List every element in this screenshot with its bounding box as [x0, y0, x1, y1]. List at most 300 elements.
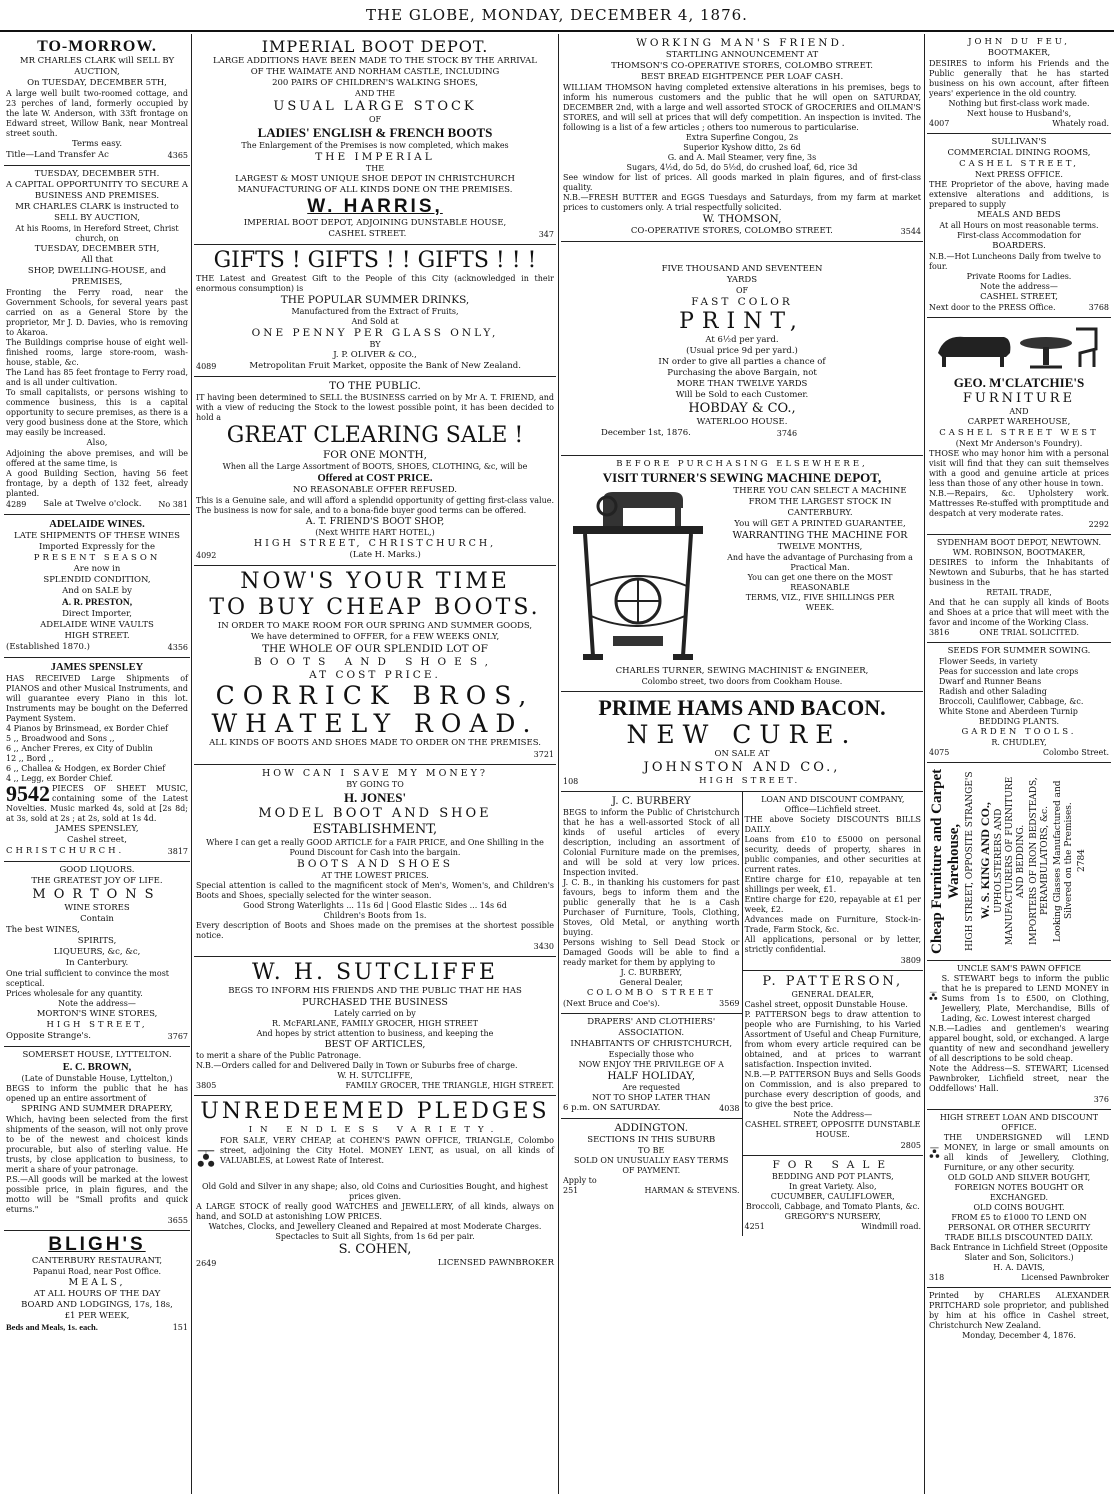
- ad-line: HOW CAN I SAVE MY MONEY?: [262, 768, 488, 779]
- ad-line: to merit a share of the Public Patronage.: [196, 1051, 362, 1060]
- ad-line: Manufactured from the Extract of Fruits,: [291, 307, 459, 316]
- blighs-logo: BLIGH'S: [48, 1234, 146, 1255]
- ad-line: Also,: [86, 438, 108, 448]
- ad-line: TO BE: [638, 1146, 665, 1155]
- ad-line: SPLENDID CONDITION,: [43, 575, 151, 585]
- ad-mclatchie: [927, 318, 1111, 535]
- ad-foot: [196, 941, 554, 952]
- list-item: Extra Superfine Congou, 2s: [685, 133, 799, 142]
- ad-line: DRAPERS' AND CLOTHIERS': [587, 1017, 716, 1027]
- ad-line: THE WHOLE OF OUR SPLENDID LOT OF: [262, 643, 488, 655]
- ad-line: WINE STORES: [64, 903, 130, 913]
- ad-line: SYDENHAM BOOT DEPOT, NEWTOWN.: [936, 538, 1102, 547]
- ad-body: THE Proprietor of the above, having made extensive alterations and additions, is prepared to supply: [929, 180, 1109, 209]
- column-2: [194, 34, 556, 1494]
- ad-line: ONE PENNY PER GLASS ONLY,: [251, 327, 499, 339]
- ad-foot: [601, 428, 883, 439]
- ad-body: A LARGE STOCK of really good WATCHES and JEWELLERY, of all kinds, always on hand, and SOLD at astonishing LOW PRICES.: [196, 1202, 554, 1221]
- ad-body: S. STEWART begs to inform the public that he is prepared to LEND MONEY in Sums from 1s to £500, on Clothing, Jewellery, Plate, Merchandise, Bills of Lading, &c. Lowest interest charged: [941, 974, 1109, 1023]
- ad-title: E. C. BROWN,: [62, 1062, 132, 1073]
- ad-hobday: [561, 242, 923, 456]
- ad-body: Loans from £10 to £5000 on personal security, deeds of property, shares in public companies, and other securities at current rates.: [744, 835, 921, 874]
- ad-line: AT THE LOWEST PRICES.: [321, 871, 429, 880]
- ad-foot-text: ONE TRIAL SOLICITED.: [979, 628, 1080, 637]
- ad-line: Especially those who: [608, 1050, 694, 1059]
- piano-list: [6, 724, 188, 784]
- ad-line: MEALS,: [68, 1277, 126, 1288]
- col3-left: [561, 792, 743, 1236]
- list-item: Peas for succession and late crops: [939, 667, 1079, 676]
- ad-body: This is a Genuine sale, and will afford a splendid opportunity of getting first-class value. The business is now for sale, and to a bona-fide buyer good terms can be offered.: [196, 496, 554, 515]
- ad-line: GREGORY'S NURSERY,: [784, 1212, 881, 1221]
- ad-chudley: [927, 643, 1111, 763]
- ad-line: FROM THE LARGEST STOCK IN: [748, 497, 892, 507]
- ad-title: UNREDEEMED PLEDGES: [200, 1099, 550, 1124]
- ad-number: 3767: [167, 1032, 188, 1041]
- ad-foot-text: (Established 1870.): [6, 642, 90, 652]
- ad-line: H. A. DAVIS,: [993, 1263, 1045, 1272]
- machine-text: [719, 486, 921, 666]
- ad-line: LIQUEURS, &c, &c,: [53, 947, 141, 957]
- pawn-block: [929, 1133, 1109, 1173]
- ad-body: Watches, Clocks, and Jewellery Cleaned and Repaired at most Moderate Charges. Spectacles to Suit all Sights, from 1s 6d per pair.: [208, 1222, 542, 1241]
- list-item: Flower Seeds, in variety: [939, 657, 1038, 666]
- ad-line: GARDEN TOOLS.: [961, 727, 1077, 737]
- ad-title: TO-MORROW.: [37, 38, 157, 55]
- ad-body: Every description of Boots and Shoes made on the premises at the shortest possible notice.: [196, 921, 554, 940]
- ad-brown: [4, 1047, 190, 1231]
- ad-stewart: [927, 961, 1111, 1110]
- ad-line: Private Rooms for Ladies.: [966, 272, 1072, 281]
- ad-title: JAMES SPENSLEY: [50, 662, 144, 673]
- ad-foot: [196, 229, 554, 240]
- ad-number: 2292: [1088, 520, 1109, 529]
- ad-foot-text: (Late H. Marks.): [349, 550, 421, 560]
- ad-line: HIGH STREET, CHRISTCHURCH,: [253, 538, 497, 549]
- ad-line: MORTON'S WINE STORES,: [36, 1009, 158, 1019]
- ad-line: FAST COLOR: [691, 296, 793, 308]
- ad-foot: [196, 550, 554, 561]
- ad-sullivan: [927, 134, 1111, 318]
- big-number: 9542: [6, 781, 50, 806]
- ad-line: MANUFACTURING OF ALL KINDS DONE ON THE PREMISES.: [237, 185, 513, 195]
- ad-friend-boot-shop: [194, 377, 556, 566]
- ad-line: And have the advantage of Purchasing from a Practical Man.: [727, 553, 913, 572]
- ad-line: The Enlargement of the Premises is now completed, which makes: [241, 141, 509, 150]
- ad-foot-text: Licensed Pawnbroker: [1021, 1273, 1109, 1282]
- ad-foot-text: Sale at Twelve o'clock.: [43, 499, 142, 509]
- ad-foot: [6, 846, 188, 857]
- ad-body: N.B.—P. PATTERSON Buys and Sells Goods on Commission, and is also prepared to purchase every description of goods, and to give the best price.: [744, 1070, 921, 1109]
- ad-headline: GREAT CLEARING SALE !: [226, 423, 524, 448]
- ad-line: Purchasing the above Bargain, not: [667, 368, 817, 378]
- pawnbroker-balls-icon: [929, 1133, 940, 1173]
- ad-line: BOOTS AND SHOES,: [254, 656, 496, 668]
- ad-line: IN order to give all parties a chance of: [658, 357, 826, 367]
- ad-body: DESIRES to inform his Friends and the Public generally that he has started business on his own account, after fifteen years' experience in the old country.: [929, 59, 1109, 98]
- ad-tuesday-auction: [4, 166, 190, 515]
- ad-body: P. PATTERSON begs to draw attention to people who are Furnishing, to his Varied Assortment of Useful and Cheap Furniture, from whom every article required can be obtained, and at prices to warrant satisfaction. Inspection invited.: [744, 1010, 921, 1069]
- ad-body: WILLIAM THOMSON having completed extensive alterations in his premises, begs to inform his numerous customers and the public that he will open on SATURDAY, DECEMBER 2nd, with a large and well assorted STOCK of GROCERIES and OILMAN'S STORES, and will sell at prices that will defy competition. An inspection is invited. The following is a list of a few articles ; others too numerous to particularise.: [563, 83, 921, 132]
- ad-headline: HOBDAY & CO.,: [688, 401, 796, 416]
- ad-title: ADDINGTON.: [614, 1122, 689, 1134]
- ad-body: Advances made on Furniture, Stock-in-Trade, Farm Stock, &c.: [744, 915, 921, 934]
- ad-foot-text: Whately road.: [1052, 119, 1109, 128]
- ad-body: THE Latest and Greatest Gift to the People of this City (acknowledged in their enormous consumption) is: [196, 274, 554, 293]
- ad-line: In great Variety. Also,: [788, 1182, 877, 1191]
- ad-line: COLOMBO STREET: [586, 988, 716, 998]
- ad-line: When all the Large Assortment of BOOTS, SHOES, CLOTHING, &c, will be: [222, 462, 528, 471]
- ad-foot-text: (Next Bruce and Coe's).: [563, 999, 660, 1008]
- ad-foot: [563, 999, 740, 1009]
- ad-body: Persons wishing to Sell Dead Stock or Damaged Goods will be able to find a ready market for them by applying to: [563, 938, 740, 967]
- ad-body: J. C. B., in thanking his customers for past favours, begs to inform them and the public generally that he is a Cash Purchaser of Furniture, Tools, Clothing, Stoves, Old Metal, or anything worth buying.: [563, 878, 740, 937]
- ad-line: Papanui Road, near Post Office.: [32, 1267, 162, 1276]
- ad-line: HIGH STREET.: [64, 631, 130, 641]
- imprint: [927, 1288, 1111, 1345]
- ad-line: CARPET WAREHOUSE,: [967, 417, 1071, 427]
- ad-line: SOMERSET HOUSE, LYTTELTON.: [22, 1050, 172, 1060]
- ad-du-feu: [927, 34, 1111, 134]
- ad-line: Will be Sold to each Customer.: [675, 390, 809, 400]
- list-item: Broccoli, Cauliflower, Cabbage, &c.: [939, 697, 1084, 706]
- ad-line: Note the Address—: [793, 1110, 873, 1119]
- ad-title: SEEDS FOR SUMMER SOWING.: [947, 646, 1091, 656]
- ad-burbery: [561, 792, 742, 1014]
- ad-foot-text: Next door to the PRESS Office.: [929, 303, 1056, 312]
- ad-line: TWELVE MONTHS,: [777, 542, 863, 552]
- ad-line: W. H. SUTCLIFFE,: [337, 1071, 413, 1080]
- ad-foot: [563, 776, 921, 787]
- ad-line: AT COST PRICE.: [309, 669, 441, 681]
- ad-line: You will GET A PRINTED GUARANTEE,: [734, 519, 906, 529]
- ad-line: THERE YOU CAN SELECT A MACHINE: [733, 486, 907, 496]
- list-item: 6 ,, Ancher Freres, ex City of Dublin: [6, 744, 153, 753]
- ad-johnston: [561, 692, 923, 792]
- ad-line: R. McFARLANE, FAMILY GROCER, HIGH STREET: [271, 1019, 478, 1028]
- ad-line: And on SALE by: [62, 586, 132, 596]
- column-3: [561, 34, 923, 1494]
- ad-line: UPHOLSTERERS AND MANUFACTURERS OF FURNITURE AND BEDDING.: [994, 776, 1026, 946]
- ad-foot: [6, 1031, 188, 1042]
- ad-foot-text: LICENSED PAWNBROKER: [437, 1258, 554, 1268]
- ad-foot-text: CHRISTCHURCH.: [6, 846, 125, 856]
- ad-title: P. PATTERSON,: [762, 974, 904, 989]
- ad-number: 376: [1093, 1095, 1109, 1104]
- ad-title: HIGH STREET LOAN AND DISCOUNT OFFICE.: [939, 1113, 1099, 1132]
- ad-body: All applications, personal or by letter, strictly confidential.: [744, 935, 921, 954]
- ad-line: MEALS AND BEDS: [977, 210, 1061, 220]
- ad-line: HIGH STREET, OPPOSITE STRANGE'S: [965, 771, 975, 951]
- ad-body: The Buildings comprise house of eight well-finished rooms, large store-room, wash-house, stable, &c.: [6, 338, 188, 367]
- ad-line: JOHNSTON AND CO.,: [643, 760, 841, 775]
- ad-line: BEFORE PURCHASING ELSEWHERE,: [616, 459, 868, 469]
- list-item: 4 Pianos by Brinsmead, ex Border Chief: [6, 724, 169, 733]
- ad-line: First-class Accommodation for: [957, 231, 1081, 240]
- ad-title: GIFTS ! GIFTS ! ! GIFTS ! ! !: [213, 248, 537, 273]
- ad-gifts: [194, 245, 556, 377]
- ad-foot: [6, 1322, 188, 1333]
- ad-body: See window for list of prices. All goods marked in plain figures, and of first-class quality.: [563, 173, 921, 192]
- ad-number: 318: [929, 1273, 945, 1282]
- ad-line: HALF HOLIDAY,: [607, 1070, 696, 1082]
- ad-body: A good Building Section, having 56 feet frontage, by a depth of 132 feet, already planted.: [6, 469, 188, 498]
- ad-line: R. CHUDLEY,: [991, 738, 1047, 747]
- ad-adelaide-wines: [4, 515, 190, 658]
- ad-line: Looking Glasses Manufactured and Silvered on the Premises.: [1053, 780, 1074, 942]
- ad-body: THE UNDERSIGNED will LEND MONEY, in large or small amounts on all kinds of Jewellery, Clothing, Furniture, or any other security.: [943, 1133, 1109, 1172]
- ad-number: 4089: [196, 362, 217, 371]
- ad-foot-text: CASHEL STREET.: [328, 229, 407, 239]
- ad-line: LADIES' ENGLISH & FRENCH BOOTS: [257, 125, 493, 140]
- ad-line: Back Entrance in Lichfield Street (Opposite Slater and Son, Solicitors.): [930, 1243, 1108, 1262]
- ad-line: PURCHASED THE BUSINESS: [302, 997, 448, 1008]
- ad-number: 3655: [167, 1216, 188, 1225]
- ad-number: 4356: [167, 643, 188, 652]
- ad-line: NOT TO SHOP LATER THAN: [592, 1093, 711, 1102]
- ad-line: £1 PER WEEK,: [64, 1311, 130, 1321]
- ad-line: CANTERBURY.: [787, 508, 853, 518]
- ad-line: J. C. BURBERY,: [620, 968, 683, 977]
- ad-line: THOMSON'S CO-OPERATIVE STORES, COLOMBO STREET.: [611, 61, 873, 71]
- ad-line: And hopes by strict attention to business, and keeping the: [256, 1029, 494, 1038]
- ad-line: AND THE: [355, 89, 395, 98]
- ad-line: FIVE THOUSAND AND SEVENTEEN: [661, 264, 823, 274]
- ad-cohen: [194, 1096, 556, 1273]
- ad-line: J. P. OLIVER & CO.,: [333, 350, 417, 360]
- ad-line: FOR ONE MONTH,: [323, 449, 427, 461]
- ad-line: INHABITANTS OF CHRISTCHURCH,: [570, 1039, 733, 1049]
- ad-turner: [561, 456, 923, 692]
- sewing-machine-icon: [563, 486, 713, 666]
- ad-body: To small capitalists, or persons wishing to commence business, this is a capital opportunity to secure premises, as there is a very good business done at the Store, which may easily be increased.: [6, 388, 188, 437]
- column-rule: [191, 34, 192, 1494]
- ad-line: OF PAYMENT.: [622, 1166, 681, 1175]
- ad-line: A CAPITAL OPPORTUNITY TO SECURE A BUSINESS AND PREMISES.: [6, 180, 188, 201]
- ad-body: Entire charge for £10, repayable at ten shillings per week, £1.: [744, 875, 921, 894]
- ad-mortons: [4, 862, 190, 1047]
- ad-foot-text: Opposite Strange's.: [6, 1031, 91, 1041]
- ad-title: IMPERIAL BOOT DEPOT.: [261, 37, 489, 56]
- ad-title: PRIME HAMS AND BACON.: [598, 695, 886, 720]
- ad-line: A. R. PRESTON,: [61, 598, 133, 608]
- ad-line: MORE THAN TWELVE YARDS: [676, 379, 808, 389]
- ad-line: PRESENT SEASON: [33, 553, 161, 563]
- column-4: [927, 34, 1111, 1494]
- ad-number: 3817: [167, 847, 188, 856]
- ad-line: THE: [365, 164, 385, 173]
- ad-tomorrow: [4, 34, 190, 166]
- ad-line: In Canterbury.: [65, 958, 129, 968]
- ad-title: VISIT TURNER'S SEWING MACHINE DEPOT,: [602, 470, 882, 485]
- ad-number: 3768: [1088, 303, 1109, 312]
- ad-line: LARGEST & MOST UNIQUE SHOE DEPOT IN CHRISTCHURCH: [235, 174, 515, 184]
- ad-line: TRADE BILLS DISCOUNTED DAILY.: [944, 1233, 1094, 1242]
- pawnbroker-balls-icon: [196, 1136, 216, 1182]
- ad-headline: CORRICK BROS,: [215, 681, 535, 710]
- ad-line: (Usual price 9d per yard.): [686, 346, 798, 356]
- ad-line: (Next WHITE HART HOTEL,): [315, 528, 435, 537]
- ad-foot: [196, 1081, 554, 1091]
- vertical-ad-text: [929, 766, 1109, 956]
- ad-line: CASHEL STREET, OPPOSITE DUNSTABLE HOUSE.: [745, 1120, 921, 1139]
- ad-line: W. S. KING AND CO.,: [978, 802, 992, 920]
- ad-line: WEEK.: [805, 603, 835, 612]
- ad-number: 3430: [533, 942, 554, 951]
- ad-foot-text: Beds and Meals, 1s. each.: [6, 1322, 98, 1332]
- ad-line: CHARLES TURNER, SEWING MACHINIST & ENGINEER,: [615, 666, 869, 676]
- ad-line: Terms easy.: [71, 139, 123, 149]
- ad-line: Children's Boots from 1s.: [323, 911, 427, 920]
- ad-foot-text: Windmill road.: [861, 1222, 921, 1231]
- ad-sutcliffe: [194, 957, 556, 1096]
- ad-number: 3805: [196, 1081, 217, 1090]
- ad-foot: [6, 642, 188, 653]
- ad-foot: [745, 1222, 922, 1232]
- ad-line: OLD GOLD AND SILVER BOUGHT, FOREIGN NOTES BOUGHT OR EXCHANGED.: [947, 1173, 1091, 1202]
- ad-line: BOARDERS.: [992, 241, 1046, 251]
- ad-imperial-boot-depot: [194, 34, 556, 245]
- ad-line: OF THE WAIMATE AND NORHAM CASTLE, INCLUDING: [250, 67, 500, 77]
- ad-foot-text: 6 p.m. ON SATURDAY.: [563, 1103, 661, 1113]
- ad-loan-discount: [743, 792, 924, 971]
- ad-line: Lately carried on by: [334, 1009, 416, 1018]
- ad-foot-text: Metropolitan Fruit Market, opposite the Bank of New Zealand.: [249, 361, 521, 371]
- ad-number: 3544: [900, 227, 921, 236]
- ad-line: Nothing but first-class work made.: [948, 99, 1090, 108]
- ad-line: WARRANTING THE MACHINE FOR: [732, 530, 908, 541]
- ad-line: CANTERBURY RESTAURANT,: [31, 1256, 163, 1266]
- ad-title: MORTONS: [32, 887, 162, 902]
- ad-body: DESIRES to inform the Inhabitants of Newtown and Suburbs, that he has started business in the: [929, 558, 1109, 587]
- ad-line: All that: [81, 255, 113, 265]
- ad-line: Next house to Husband's,: [966, 109, 1072, 118]
- furniture-illustration-icon: [934, 323, 1104, 373]
- ad-title: PRINT,: [679, 309, 805, 334]
- ad-foot: [6, 1215, 188, 1226]
- ad-line: General Dealer,: [619, 978, 683, 987]
- ad-line: CUCUMBER, CAULIFLOWER,: [770, 1192, 895, 1201]
- ad-headline: NEW CURE.: [626, 720, 858, 749]
- ad-line: Contain: [80, 914, 114, 924]
- ad-line: SPRING AND SUMMER DRAPERY,: [21, 1104, 173, 1114]
- ad-line: IMPERIAL BOOT DEPOT, ADJOINING DUNSTABLE HOUSE,: [243, 218, 507, 228]
- ad-line: FURNITURE: [962, 391, 1076, 406]
- ad-line: OF: [735, 286, 749, 295]
- ad-line: FROM £5 to £1000 TO LEND ON PERSONAL OR OTHER SECURITY: [947, 1213, 1091, 1232]
- ad-foot-text: HARMAN & STEVENS.: [644, 1186, 740, 1195]
- ad-number: 251: [563, 1186, 579, 1195]
- ad-foot-text: FAMILY GROCER, THE TRIANGLE, HIGH STREET.: [345, 1081, 554, 1090]
- ad-line: OLD COINS BOUGHT.: [973, 1203, 1065, 1212]
- ad-number: 4007: [929, 119, 950, 128]
- imprint-text: Printed by CHARLES ALEXANDER PRITCHARD sole proprietor, and published by him at his office in Cashel street, Christchurch New Zealand.: [929, 1291, 1109, 1330]
- list-item: Dwarf and Runner Beans: [939, 677, 1042, 686]
- ad-line: JAMES SPENSLEY,: [55, 824, 139, 834]
- ad-line: ON SALE AT: [714, 749, 770, 759]
- harris-logo: W. HARRIS,: [307, 196, 443, 217]
- ad-line: Apply to: [563, 1176, 597, 1185]
- ad-line: One trial sufficient to convince the most sceptical.: [6, 969, 170, 988]
- ad-line: At all Hours on most reasonable terms.: [939, 221, 1099, 230]
- ad-title: WM. ROBINSON, BOOTMAKER,: [952, 548, 1086, 557]
- ad-line: RETAIL TRADE,: [986, 588, 1052, 597]
- ad-body: N.B.—Ladies and gentlemen's wearing apparel bought, sold, or exchanged. A large quantity of new and secondhand jewellery of all descriptions to be sold cheap.: [929, 1024, 1109, 1063]
- ad-line: BOARD AND LODGINGS, 17s, 18s,: [21, 1300, 173, 1310]
- ad-number: 4092: [196, 551, 217, 560]
- ad-body: Adjoining the above premises, and will be offered at the same time, is: [6, 449, 188, 468]
- ad-headline: S. COHEN,: [338, 1242, 412, 1257]
- ad-line: BY: [369, 340, 381, 349]
- ad-line: NO REASONABLE OFFER REFUSED.: [293, 485, 457, 495]
- ad-line: SHOP, DWELLING-HOUSE, and PREMISES,: [27, 266, 167, 287]
- ad-line: GOOD LIQUORS.: [59, 865, 135, 875]
- ad-line: AT ALL HOURS OF THE DAY: [33, 1289, 161, 1299]
- pawn-block: [929, 974, 1109, 1024]
- ad-line: 200 PAIRS OF CHILDREN'S WALKING SHOES,: [272, 78, 478, 88]
- ad-foot-text: Title—Land Transfer Ac: [6, 150, 109, 160]
- ad-line: CASHEL STREET,: [980, 292, 1058, 302]
- seed-list: [929, 657, 1109, 717]
- ad-title: W. H. SUTCLIFFE: [252, 960, 498, 985]
- ad-line: TERMS, VIZ., FIVE SHILLINGS PER: [745, 593, 895, 602]
- list-item: G. and A. Mail Steamer, very fine, 3s: [667, 153, 817, 162]
- ad-body: N.B.—FRESH BUTTER and EGGS Tuesdays and Saturdays, from my farm at market prices to customers only. A trial respectfully solicited.: [563, 193, 921, 212]
- ad-line: Offered at COST PRICE.: [317, 473, 433, 484]
- ad-body: THE above Society DISCOUNTS BILLS DAILY.: [744, 815, 921, 834]
- ad-foot: [929, 519, 1109, 530]
- ad-line: IN ENDLESS VARIETY.: [248, 1125, 502, 1135]
- ad-body: P.S.—All goods will be marked at the lowest possible price, in plain figures, and the motto will be "Small profits and quick eturns.": [6, 1175, 188, 1214]
- ad-body: IT having been determined to SELL the BUSINESS carried on by Mr A. T. FRIEND, and with a view of reducing the Stock to the lowest possible point, it has been decided to hold a: [196, 393, 554, 422]
- ad-line: IN ORDER TO MAKE ROOM FOR OUR SPRING AND SUMMER GOODS,: [217, 621, 533, 631]
- ad-line: WATERLOO HOUSE.: [696, 417, 788, 427]
- ad-line: LARGE ADDITIONS HAVE BEEN MADE TO THE STOCK BY THE ARRIVAL: [213, 56, 537, 66]
- ad-number: 2784: [1077, 849, 1087, 873]
- ad-number: 4365: [167, 151, 188, 160]
- ad-line: And Sold at: [351, 317, 399, 326]
- ad-line: Colombo street, two doors from Cookham House.: [641, 677, 843, 686]
- ad-foot-text: December 1st, 1876.: [601, 428, 691, 438]
- ad-line: LATE SHIPMENTS OF THESE WINES: [14, 531, 180, 541]
- ad-body: A large well built two-roomed cottage, and 23 perches of land, formerly occupied by the late W. Anderson, with 33ft frontage on Edward street, Willow Bank, near Montreal street south.: [6, 89, 188, 138]
- ad-line: ADELAIDE WINE VAULTS: [40, 620, 154, 630]
- ad-line: NOW ENJOY THE PRIVILEGE OF A: [578, 1060, 724, 1069]
- ad-line: BEGS TO INFORM HIS FRIENDS AND THE PUBLIC THAT HE HAS: [228, 986, 522, 996]
- ad-line: THE GREATEST JOY OF LIFE.: [31, 876, 163, 886]
- ad-king: [927, 763, 1111, 961]
- pawnbroker-balls-icon: [929, 974, 938, 1018]
- ad-line: Next PRESS OFFICE.: [975, 170, 1063, 179]
- ad-line: BEDDING AND POT PLANTS,: [771, 1172, 894, 1181]
- ad-body: BEGS to inform the public that he has opened up an entire assortment of: [6, 1084, 188, 1103]
- ad-line: COMMERCIAL DINING ROOMS,: [947, 148, 1091, 158]
- ad-number: No 381: [158, 500, 188, 509]
- ad-line: CASHEL STREET WEST: [939, 428, 1099, 438]
- ad-title: Cheap Furniture and Carpet Warehouse,: [929, 768, 962, 954]
- ad-foot: [929, 748, 1109, 758]
- ad-title: GEO. M'CLATCHIE'S: [953, 375, 1085, 390]
- ad-line: N.B.—Hot Luncheons Daily from twelve to four.: [929, 252, 1101, 271]
- ad-corrick-bros: [194, 566, 556, 765]
- column-rule: [558, 34, 559, 1494]
- ad-title: TO THE PUBLIC.: [329, 380, 421, 392]
- ad-foot: [563, 226, 921, 237]
- ad-body: BEGS to inform the Public of Christchurch that he has a well-assorted Stock of all kinds of useful articles of every description, including an assortment of Colonial Furniture made on the premises, and will be sold at very low prices. Inspection invited.: [563, 808, 740, 877]
- ad-line: Cashel street,: [67, 835, 127, 845]
- ad-line: BEST OF ARTICLES,: [324, 1039, 426, 1050]
- ad-title: TO BUY CHEAP BOOTS.: [209, 595, 541, 620]
